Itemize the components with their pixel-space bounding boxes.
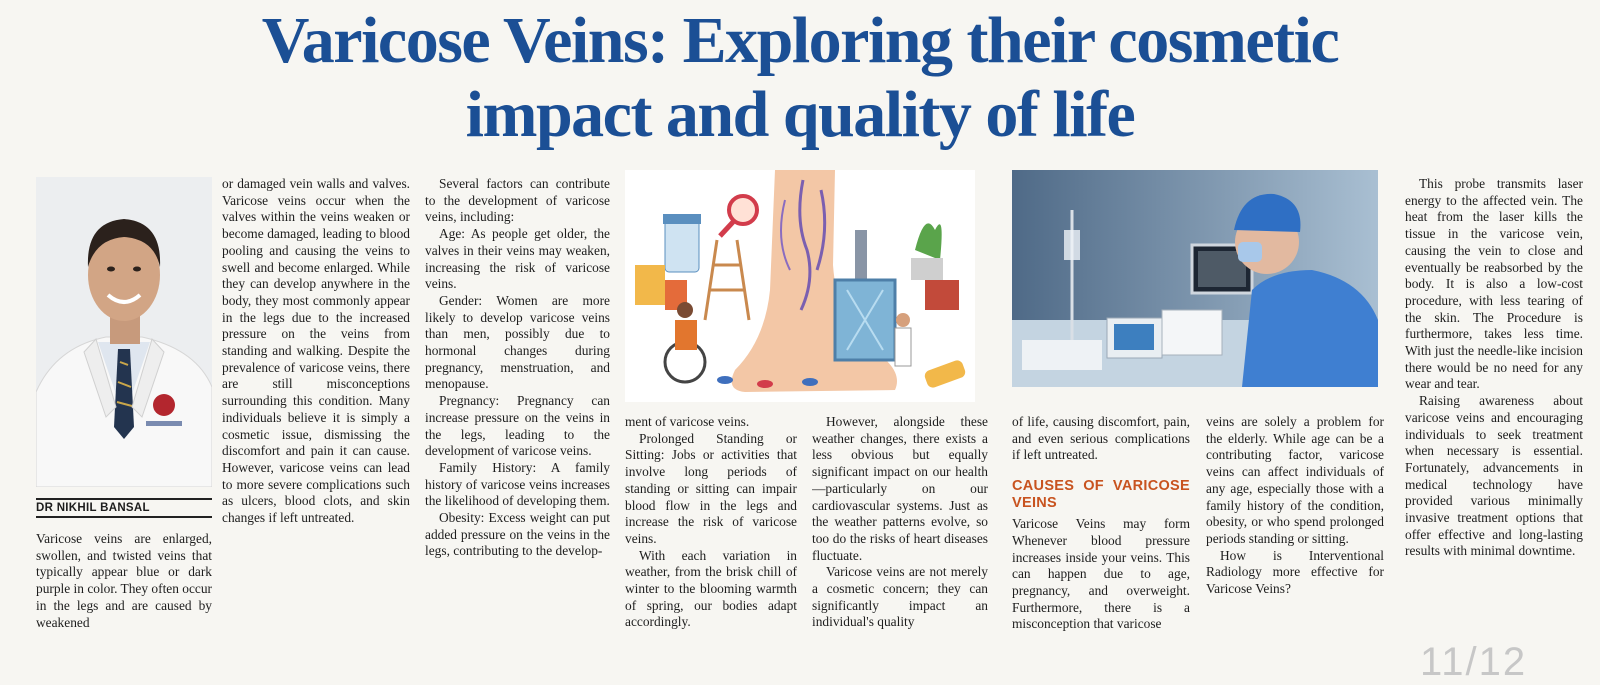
col6-paragraph-2: Varicose Veins may form Whenever blood pressure increases inside your veins. This can happen due to age, pregnancy, and overweight. Furthermore, there is a misconception that varicose [1012,516,1190,632]
author-photo [36,177,212,487]
headline-line-2: impact and quality of life [465,78,1135,151]
col5-paragraph-2: Varicose veins are not merely a cosmetic concern; they can significantly impact an individual's quality [812,564,988,630]
col3-paragraph-3: Gender: Women are more likely to develop varicose veins than men, possibly due to hormonal changes during pregnancy, menstruation, and menopause. [425,292,610,392]
col8-paragraph-1: This probe transmits laser energy to the affected vein. The heat from the laser kills the tissue in the varicose vein, causing the vein to close and eventually be reabsorbed by the body. It is also a low-cost procedure, with less tearing of the skin. The Procedure is furthermore, takes less time. With just the needle-like incision there would be no need for any wear and tear. [1405,176,1583,392]
page-number: 11/12 [1420,640,1528,684]
col1-paragraph-1: Varicose veins are enlarged, swollen, and twisted veins that typically appear blue or dark purple in color. They often occur in the legs and are caused by weakened [36,531,212,630]
headline [0,4,1600,152]
headline-line-1: Varicose Veins: Exploring their cosmetic [261,4,1339,77]
col2-paragraph-1: or damaged vein walls and valves. Varicose veins occur when the valves within the veins weaken or become damaged, leading to blood pooling and causing the veins to swell and become enlarged. While they can develop anywhere in the body, they most commonly appear in the legs due to the increased pressure on the veins from standing and walking. Despite the prevalence of varicose veins, there are still misconceptions surrounding this condition. Many individuals believe it is simply a cosmetic issue, dismissing the discomfort and pain it can cause. However, varicose veins can lead to more severe complications such as ulcers, blood clots, and skin changes if left untreated. [222,176,410,526]
varicose-illustration [625,170,975,402]
column-1 [36,531,212,646]
col4-paragraph-1: ment of varicose veins. [625,414,750,429]
section-subhead: CAUSES OF VARICOSE VEINS [1012,478,1190,512]
column-2 [222,176,410,638]
col7-paragraph-1: veins are solely a problem for the elderly. While age can be a contributing factor, varicose veins can affect individuals of any age, especially those with a family history of the condition, obesity, or who spend prolonged periods standing or sitting. [1206,414,1384,546]
column-6 [1012,414,1190,638]
col4-paragraph-2: Prolonged Standing or Sitting: Jobs or activities that involve long periods of standing or sitting can impair blood flow in the legs and increase the risk of varicose veins. [625,430,797,546]
column-5 [812,414,988,638]
col3-paragraph-6: Obesity: Excess weight can put added pressure on the veins in the legs, contributing to the develop- [425,510,610,559]
author-byline: DR NIKHIL BANSAL [36,498,212,518]
col3-paragraph-4: Pregnancy: Pregnancy can increase pressure on the veins in the legs, leading to the development of varicose veins. [425,393,610,459]
col3-paragraph-1: Several factors can contribute to the development of varicose veins, including: [425,176,610,225]
column-3 [425,176,610,638]
column-8 [1405,176,1583,654]
col7-paragraph-2: How is Interventional Radiology more effective for Varicose Veins? [1206,547,1384,597]
col5-paragraph-1: However, alongside these weather changes, there exists a less obvious but equally significant impact on our health—particularly on our cardiovascular systems. Just as the weather patterns evolve, so too do the risks of heart diseases fluctuate. [812,414,988,563]
col6-paragraph-1: of life, causing discomfort, pain, and even serious complications if left untreated. [1012,414,1190,463]
col3-paragraph-2: Age: As people get older, the valves in their veins may weaken, increasing the risk of varicose veins. [425,226,610,292]
column-7 [1206,414,1384,638]
col8-paragraph-2: Raising awareness about varicose veins and encouraging individuals to seek treatment when necessary is essential. Fortunately, advancements in medical technology have provided various minimally invasive treatment options that offer effective and long-lasting results with minimal downtime. [1405,393,1583,559]
ultrasound-photo [1012,170,1378,387]
col3-paragraph-5: Family History: A family history of varicose veins increases the likelihood of developing them. [425,459,610,509]
col4-paragraph-3: With each variation in weather, from the brisk chill of winter to the blooming warmth of spring, our bodies adapt accordingly. [625,547,797,630]
column-4 [625,414,797,638]
